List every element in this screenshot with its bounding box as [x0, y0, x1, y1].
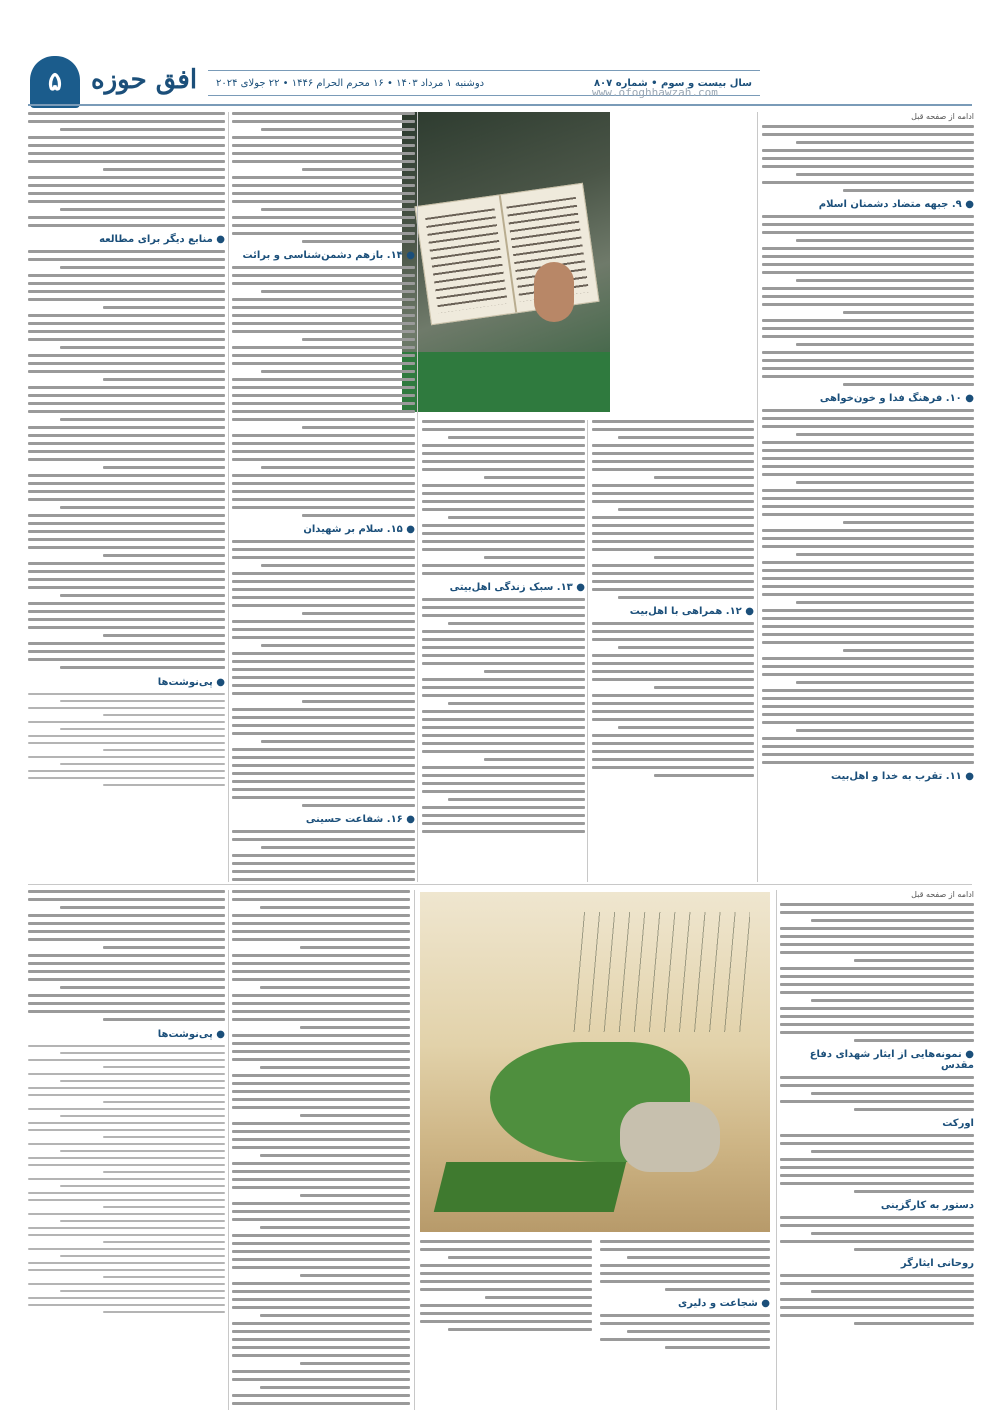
body-text-block	[422, 420, 585, 575]
footnotes-list	[28, 1045, 225, 1313]
article-column-5	[28, 112, 225, 884]
quran-reading-photo	[402, 112, 610, 412]
column-divider	[414, 890, 415, 1410]
column-divider	[228, 112, 229, 882]
continued-label: ادامه از صفحه قبل	[911, 112, 974, 121]
body-text-block	[422, 598, 585, 833]
section-divider	[28, 884, 972, 885]
lower-heading-a: ● نمونه‌هایی از ایثار شهدای دفاع مقدس	[809, 1049, 974, 1071]
lower-heading-b: اورکت	[942, 1118, 974, 1129]
lower-heading-d: روحانی ایثارگر	[900, 1258, 974, 1269]
article-column-1	[762, 112, 974, 884]
section-heading-9: ● ۹. جبهه متضاد دشمنان اسلام	[818, 199, 974, 210]
body-text-block	[232, 890, 410, 1405]
section-heading-16: ● ۱۶. شفاعت حسینی	[305, 814, 415, 825]
lower-article-column-4	[232, 890, 410, 1410]
body-text-block	[762, 215, 974, 386]
body-text-block	[232, 540, 415, 807]
site-url[interactable]: www.ofoghhawzah.com	[592, 86, 718, 99]
body-text-block	[762, 125, 974, 192]
body-text-block	[232, 830, 415, 884]
body-text-block	[420, 1240, 592, 1331]
body-text-block	[762, 409, 974, 764]
body-text-block	[780, 1274, 974, 1325]
body-text-block	[28, 890, 225, 1021]
lower-article-column-1	[780, 890, 974, 1410]
footnotes-list	[28, 693, 225, 786]
section-heading-sources: ● منابع دیگر برای مطالعه	[99, 234, 225, 245]
green-sleeve-shape	[402, 352, 610, 412]
green-blanket-shape	[434, 1162, 626, 1212]
column-divider	[757, 112, 758, 882]
lower-heading-c: دستور به کارگزینی	[880, 1200, 974, 1211]
body-text-block	[780, 903, 974, 1042]
issue-info: سال بیست و سوم • شماره ۸۰۷	[593, 77, 752, 89]
section-heading-11: ● ۱۱. تقرب به خدا و اهل‌بیت	[830, 771, 974, 782]
column-divider	[587, 420, 588, 882]
article-column-3	[422, 420, 585, 884]
column-divider	[228, 890, 229, 1410]
hand-shape	[534, 262, 574, 322]
notes-heading: ● پی‌نوشت‌ها	[157, 1029, 225, 1040]
continued-label: ادامه از صفحه قبل	[911, 890, 974, 899]
body-text-block	[780, 1216, 974, 1251]
article-column-2	[592, 112, 754, 884]
column-divider	[776, 890, 777, 1410]
issue-date: دوشنبه ۱ مرداد ۱۴۰۳ • ۱۶ محرم الحرام ۱۴۴۶ • ۲۲ جولای ۲۰۲۴	[216, 77, 485, 89]
page-number: ۵	[30, 56, 80, 108]
body-text-block	[592, 622, 754, 777]
lower-article-column-3	[420, 1240, 592, 1410]
section-heading-10: ● ۱۰. فرهنگ فدا و خون‌خواهی	[819, 393, 974, 404]
body-text-block	[232, 112, 415, 243]
body-text-block	[232, 266, 415, 517]
header-rule	[28, 104, 972, 106]
column-divider	[417, 112, 418, 882]
lower-article-column-2	[600, 1240, 770, 1410]
sources-list	[28, 250, 225, 669]
body-text-block	[600, 1314, 770, 1349]
lower-article-column-5	[28, 890, 225, 1410]
section-heading-14: ● ۱۴. بازهم دشمن‌شناسی و برائت	[242, 250, 415, 261]
section-heading-12: ● ۱۲. همراهی با اهل‌بیت	[629, 606, 754, 617]
body-text-block	[600, 1240, 770, 1291]
battle-painting	[420, 892, 770, 1232]
section-heading-13: ● ۱۳. سبک زندگی اهل‌بیتی	[449, 582, 585, 593]
body-text-block	[28, 112, 225, 227]
section-heading-15: ● ۱۵. سلام بر شهیدان	[303, 524, 415, 535]
notes-heading: ● پی‌نوشت‌ها	[157, 677, 225, 688]
masthead-logo: افق حوزه	[90, 65, 198, 95]
body-text-block	[780, 1076, 974, 1111]
body-text-block	[592, 420, 754, 599]
body-text-block	[780, 1134, 974, 1193]
horse-shape	[620, 1102, 720, 1172]
article-column-4	[232, 112, 415, 884]
spears-and-flags-shape	[570, 912, 750, 1032]
lower-heading-e: ● شجاعت و دلیری	[678, 1298, 770, 1309]
